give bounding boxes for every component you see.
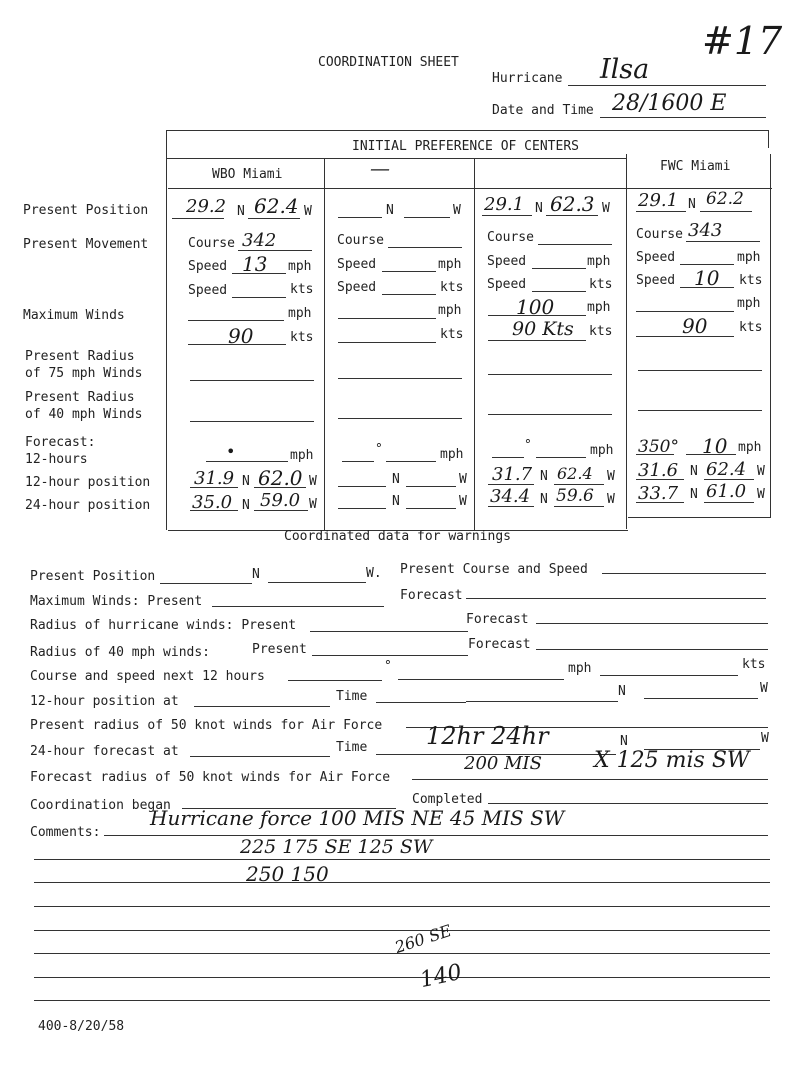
coord-pos12-at: 12-hour position at (30, 694, 179, 709)
hw-24-time: 12hr 24hr (426, 722, 549, 750)
unit-speed: Speed (337, 257, 377, 272)
unit-kts: kts (589, 277, 613, 292)
row-label-radius75-b: of 75 mph Winds (25, 366, 143, 381)
unit-w: W (760, 681, 768, 696)
unit-n: N (386, 203, 394, 218)
c4-f12-deg: 350° (638, 437, 679, 457)
unit-w: W (453, 203, 461, 218)
unit-speed: Speed (188, 259, 228, 274)
hw-comment-2: 225 175 SE 125 SW (240, 836, 433, 858)
col-header-wbo-miami: WBO Miami (212, 167, 283, 182)
unit-course: Course (636, 227, 683, 242)
c1-p24-n: 35.0 (192, 492, 233, 513)
datetime-value: 28/1600 E (612, 91, 727, 116)
unit-mph: mph (590, 443, 614, 458)
coord-max-winds: Maximum Winds: Present (30, 594, 203, 609)
c4-course: 343 (688, 220, 723, 241)
unit-mph: mph (587, 254, 611, 269)
hw-comment-1: Hurricane force 100 MIS NE 45 MIS SW (150, 806, 565, 830)
unit-course: Course (188, 236, 235, 251)
row-label-present-position: Present Position (23, 203, 149, 218)
c3-p12-w: 62.4 (557, 464, 593, 483)
unit-kts: kts (589, 324, 613, 339)
unit-n: N (242, 474, 250, 489)
hw-note-1: 260 SE (392, 920, 454, 957)
row-label-radius40-b: of 40 mph Winds (25, 407, 143, 422)
unit-mph: mph (288, 306, 312, 321)
row-label-maximum-winds: Maximum Winds (23, 308, 125, 323)
c1-p24-w: 59.0 (260, 490, 301, 511)
unit-mph: mph (290, 448, 314, 463)
col-header-blank-dash: — (370, 156, 390, 180)
hurricane-label: Hurricane (492, 71, 563, 86)
coord-radius-hurricane: Radius of hurricane winds: Present (30, 618, 297, 633)
row-label-24hr-position: 24-hour position (25, 498, 151, 513)
unit-n: N (688, 197, 696, 212)
corner-mark: #17 (702, 19, 783, 63)
unit-n: N (690, 464, 698, 479)
c4-p24-w: 61.0 (706, 481, 747, 502)
form-title: COORDINATION SHEET (318, 55, 459, 70)
unit-speed: Speed (636, 250, 676, 265)
unit-n: N (237, 204, 245, 219)
c1-course: 342 (242, 230, 277, 251)
unit-n: N (392, 494, 400, 509)
hw-comment-3: 250 150 (246, 862, 329, 886)
row-label-present-movement: Present Movement (23, 237, 149, 252)
unit-degree: ° (524, 438, 532, 453)
unit-n: N (620, 734, 628, 749)
unit-kts: kts (739, 320, 763, 335)
row-label-forecast-a: Forecast: (25, 435, 96, 450)
hw-radius-forecast: 200 MIS (464, 753, 542, 774)
c3-p24-n: 34.4 (490, 486, 531, 507)
unit-w-dot: W. (366, 566, 382, 581)
c1-winds-kts: 90 (228, 324, 254, 348)
unit-w: W (757, 464, 765, 479)
unit-mph: mph (587, 300, 611, 315)
coord-radius50-forecast: Forecast radius of 50 knot winds for Air Force (30, 770, 391, 785)
unit-speed: Speed (487, 277, 527, 292)
unit-kts: kts (739, 273, 763, 288)
unit-course: Course (487, 230, 534, 245)
unit-w: W (309, 497, 317, 512)
col-header-fwc-miami: FWC Miami (660, 159, 731, 174)
unit-mph: mph (438, 303, 462, 318)
unit-degree: ° (375, 442, 383, 457)
c1-p12-n: 31.9 (194, 468, 235, 489)
unit-n: N (252, 567, 260, 582)
coord-present: Present (252, 642, 307, 657)
unit-course: Course (337, 233, 384, 248)
c4-f12-mph: 10 (702, 434, 728, 458)
hurricane-name: Ilsa (600, 54, 650, 85)
coord-forecast: Forecast (400, 588, 463, 603)
unit-w: W (607, 469, 615, 484)
row-label-forecast-b: 12-hours (25, 452, 88, 467)
c4-p24-n: 33.7 (638, 483, 679, 504)
unit-mph: mph (738, 440, 762, 455)
unit-kts: kts (440, 327, 464, 342)
c1-position-w: 62.4 (254, 194, 299, 218)
unit-kts: kts (290, 282, 314, 297)
unit-n: N (540, 492, 548, 507)
c3-p12-n: 31.7 (492, 464, 533, 485)
coord-radius50-present: Present radius of 50 knot winds for Air Force (30, 718, 383, 733)
unit-w: W (761, 731, 769, 746)
unit-n: N (540, 469, 548, 484)
coord-forecast24-at: 24-hour forecast at (30, 744, 179, 759)
form-id: 400-8/20/58 (38, 1019, 125, 1034)
row-label-12hr-position: 12-hour position (25, 475, 151, 490)
coord-time: Time (336, 740, 368, 755)
unit-n: N (535, 201, 543, 216)
row-label-radius75-a: Present Radius (25, 349, 135, 364)
coord-comments: Comments: (30, 825, 101, 840)
unit-n: N (618, 684, 626, 699)
c4-position-n: 29.1 (638, 190, 679, 211)
c4-winds-kts: 90 (682, 314, 708, 338)
coord-completed: Completed (412, 792, 483, 807)
c4-speed-kts: 10 (694, 266, 720, 290)
unit-w: W (309, 474, 317, 489)
unit-w: W (757, 487, 765, 502)
unit-kts: kts (742, 657, 766, 672)
unit-degree: ° (384, 659, 392, 674)
unit-w: W (459, 472, 467, 487)
unit-kts: kts (440, 280, 464, 295)
unit-w: W (607, 492, 615, 507)
unit-mph: mph (568, 661, 592, 676)
c1-f12-deg: • (226, 442, 236, 461)
c1-position-n: 29.2 (186, 196, 227, 217)
unit-kts: kts (290, 330, 314, 345)
unit-w: W (602, 201, 610, 216)
coord-time: Time (336, 689, 368, 704)
c4-p12-w: 62.4 (706, 459, 747, 480)
unit-mph: mph (440, 447, 464, 462)
unit-mph: mph (737, 296, 761, 311)
coord-radius-40: Radius of 40 mph winds: (30, 645, 211, 660)
unit-mph: mph (737, 250, 761, 265)
coord-forecast: Forecast (466, 612, 529, 627)
coord-present-course-speed: Present Course and Speed (400, 562, 588, 577)
c3-winds-kts: 90 Kts (512, 318, 574, 340)
c1-p12-w: 62.0 (258, 466, 303, 490)
unit-speed: Speed (636, 273, 676, 288)
c3-position-w: 62.3 (550, 192, 595, 216)
unit-mph: mph (438, 257, 462, 272)
c3-p24-w: 59.6 (556, 486, 594, 506)
c3-winds-mph: 100 (516, 295, 555, 319)
coord-coordination-began: Coordination began (30, 798, 171, 813)
coord-course-speed-12: Course and speed next 12 hours (30, 669, 265, 684)
hw-radius-forecast2: X 125 mis SW (594, 748, 750, 773)
table-title: INITIAL PREFERENCE OF CENTERS (352, 139, 579, 154)
c3-position-n: 29.1 (484, 194, 525, 215)
unit-w: W (459, 494, 467, 509)
datetime-label: Date and Time (492, 103, 594, 118)
unit-n: N (690, 487, 698, 502)
c4-p12-n: 31.6 (638, 460, 679, 481)
unit-speed: Speed (487, 254, 527, 269)
coord-forecast: Forecast (468, 637, 531, 652)
c4-position-w: 62.2 (706, 189, 744, 209)
row-label-radius40-a: Present Radius (25, 390, 135, 405)
coord-present-position: Present Position (30, 569, 156, 584)
unit-w: W (304, 204, 312, 219)
c1-speed-mph: 13 (242, 252, 268, 276)
unit-mph: mph (288, 259, 312, 274)
unit-speed: Speed (337, 280, 377, 295)
unit-n: N (392, 472, 400, 487)
unit-speed: Speed (188, 283, 228, 298)
hw-note-2: 140 (417, 959, 465, 994)
coord-section-title: Coordinated data for warnings (284, 529, 511, 544)
unit-n: N (242, 498, 250, 513)
